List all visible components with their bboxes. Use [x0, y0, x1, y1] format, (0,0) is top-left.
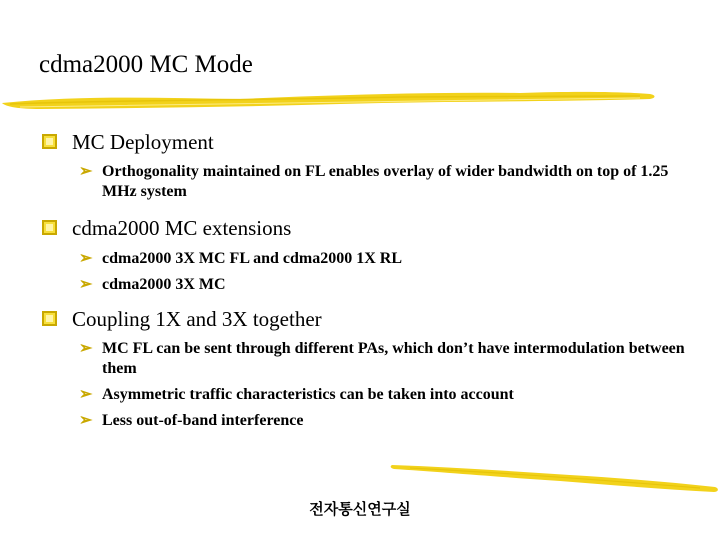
bullet-2-text: cdma2000 MC extensions: [72, 216, 292, 240]
title-underline-brushstroke: [0, 88, 660, 118]
sub-bullet-3-2: [42, 385, 702, 405]
bullet-1-text: MC Deployment: [72, 130, 214, 154]
bullet-3-text: Coupling 1X and 3X together: [72, 307, 322, 331]
square-bullet-icon: [42, 134, 57, 149]
arrow-bullet-icon: ➢: [79, 250, 93, 267]
square-bullet-icon: [42, 311, 57, 326]
sub-bullet-3-3-text: Less out-of-band interference: [102, 412, 304, 429]
bullet-3: [42, 305, 702, 333]
sub-bullet-2-1-text: cdma2000 3X MC FL and cdma2000 1X RL: [102, 250, 403, 267]
footer-text: 전자통신연구실: [309, 500, 411, 518]
bullet-list: [42, 128, 702, 431]
sub-bullet-3-1-text: MC FL can be sent through different PAs, which don’t have intermodulation between them: [102, 340, 685, 377]
bullet-2: [42, 214, 702, 242]
arrow-bullet-icon: ➢: [79, 412, 93, 429]
arrow-bullet-icon: ➢: [79, 163, 93, 180]
sub-bullet-2-1: [42, 249, 702, 269]
arrow-bullet-icon: ➢: [79, 386, 93, 403]
arrow-bullet-icon: ➢: [79, 340, 93, 357]
sub-bullet-3-1: [42, 339, 702, 379]
sub-bullet-2-2-text: cdma2000 3X MC: [102, 276, 226, 293]
sub-bullet-2-2: [42, 275, 702, 295]
arrow-bullet-icon: ➢: [79, 276, 93, 293]
sub-bullet-1-1-text: Orthogonality maintained on FL enables overlay of wider bandwidth on top of 1.25 MHz system: [102, 163, 669, 200]
bullet-1: [42, 128, 702, 156]
sub-bullet-1-1: [42, 162, 702, 202]
square-bullet-icon: [42, 220, 57, 235]
bottom-brushstroke: [390, 455, 720, 495]
sub-bullet-3-2-text: Asymmetric traffic characteristics can be taken into account: [102, 386, 514, 403]
sub-bullet-3-3: [42, 411, 702, 431]
slide-title: cdma2000 MC Mode: [39, 51, 253, 78]
